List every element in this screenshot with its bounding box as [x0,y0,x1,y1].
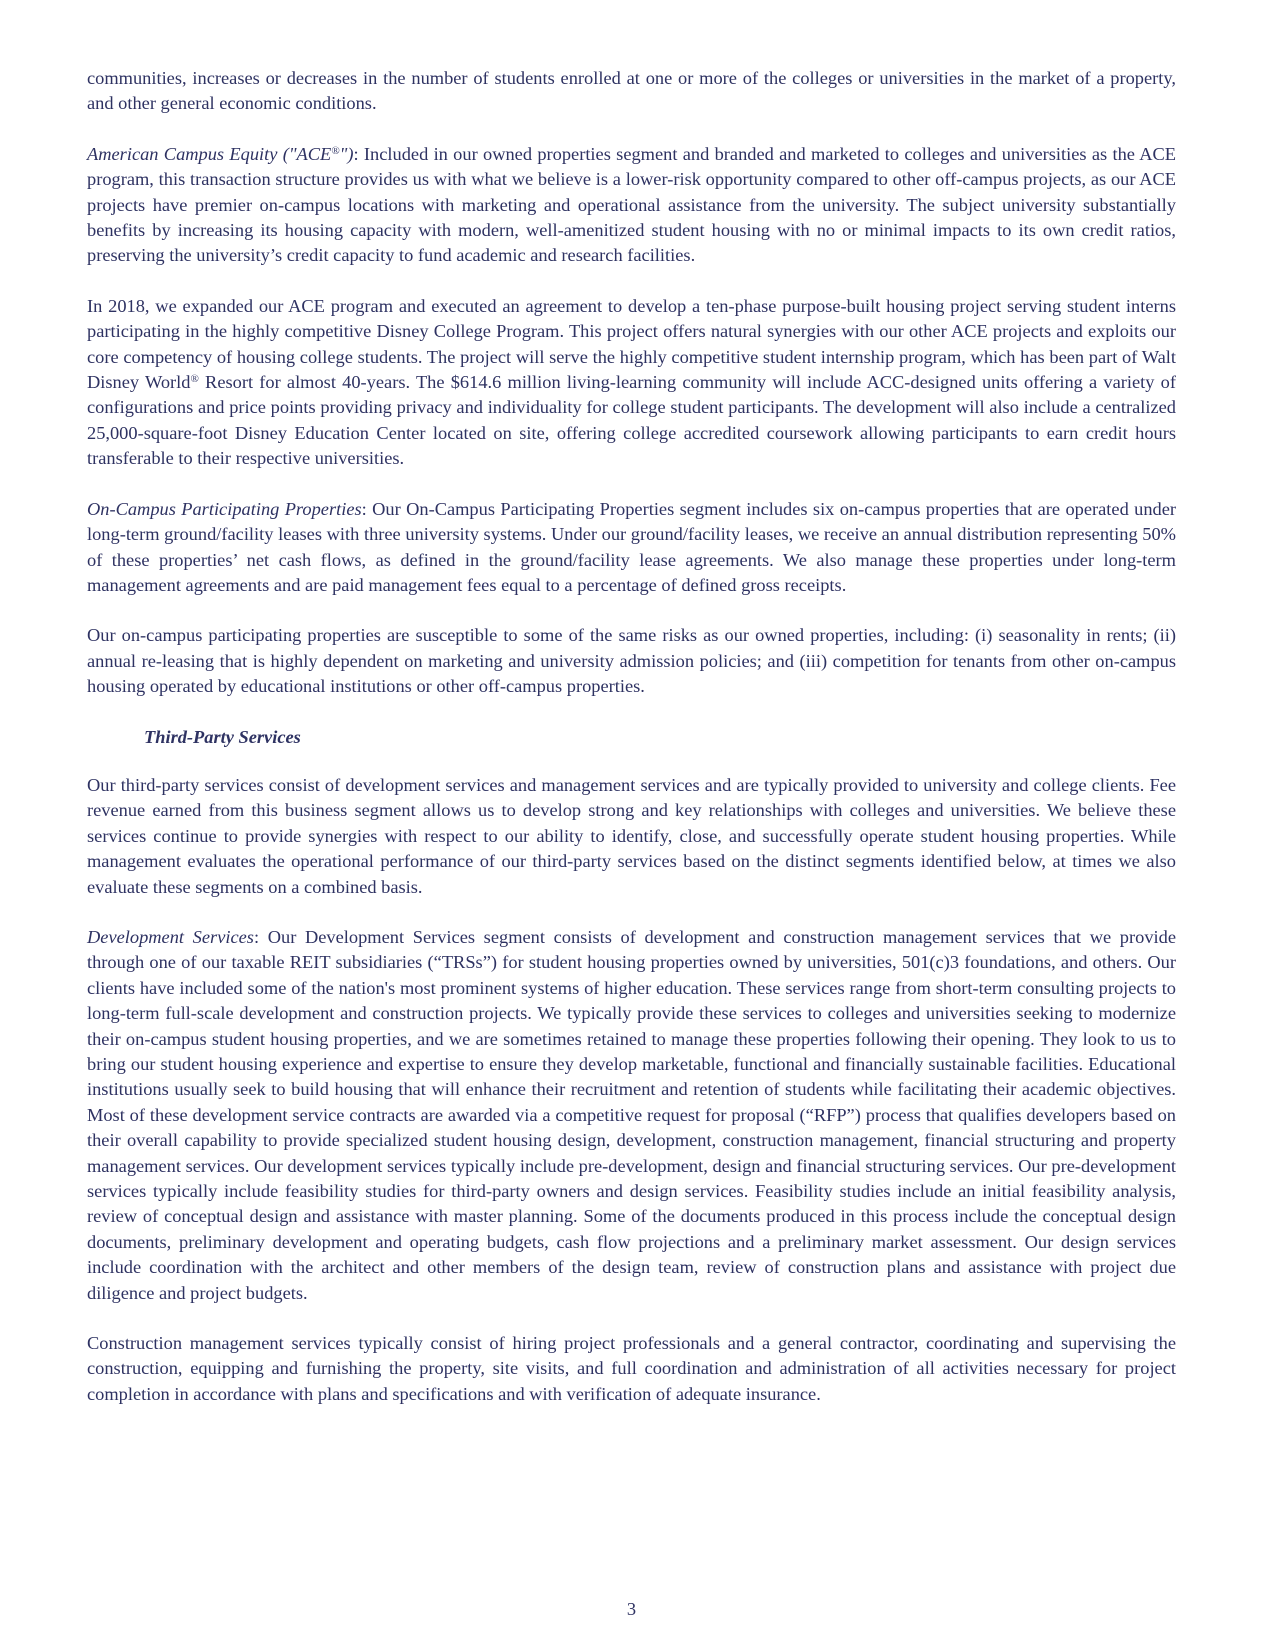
ace-lead [87,144,354,164]
paragraph-development-services [87,925,1176,1306]
disney-text-a: In 2018, we expanded our ACE program and executed an agreement to develop a ten-phase purpose-built housing project serving student interns participating in the highly competitive Disney College Program. This project offers natural synergies with our other ACE projects and exploits our core competency of housing college students. The project will serve the highly competitive student internship program, which has been part of Walt Disney World [87,295,1176,393]
document-page [87,66,1176,1432]
paragraph-disney-project [87,294,1176,472]
section-heading-third-party: Third-Party Services [144,726,301,747]
ace-lead-text: American Campus Equity ("ACE [87,143,332,164]
development-lead: Development Services [87,926,254,947]
paragraph-text: communities, increases or decreases in the number of students enrolled at one or more of the colleges or universities in the market of a property, and other general economic conditions. [87,68,1176,114]
on-campus-body: : Our On-Campus Participating Properties segment includes six on-campus properties that are operated under long-term ground/facility leases with three university systems. Under our ground/facility leases, we receive an annual distribution representing 50% of these properties’ net cash flows, as defined in the ground/facility lease agreements. We also manage these properties under long-term management agreements and are paid management fees equal to a percentage of defined gross receipts. [87,498,1176,595]
development-body: : Our Development Services segment consists of development and construction management services that we provide through one of our taxable REIT subsidiaries (“TRSs”) for student housing properties owned by universities, 501(c)3 foundations, and others. Our clients have included some of the nation's most prominent systems of higher education. These services range from short-term consulting projects to long-term full-scale development and construction projects. We typically provide these services to colleges and universities seeking to modernize their on-campus student housing properties, and we are sometimes retained to manage these properties following their opening. They look to us to bring our student housing experience and expertise to ensure they develop marketable, functional and financially sustainable facilities. Educational institutions usually seek to build housing that will enhance their recruitment and retention of students while facilitating their academic objectives. Most of these development service contracts are awarded via a competitive request for proposal (“RFP”) process that qualifies developers based on their overall capability to provide specialized student housing design, development, construction management, financial structuring and property management services. Our development services typically include pre-development, design and financial structuring services. Our pre-development services typically include feasibility studies for third-party owners and design services. Feasibility studies include an initial feasibility analysis, review of conceptual design and assistance with master planning. Some of the documents produced in this process include the conceptual design documents, preliminary development and operating budgets, cash flow projections and a preliminary market assessment. Our design services include coordination with the architect and other members of the design team, review of construction plans and assistance with project due diligence and project budgets. [87,926,1176,1303]
paragraph-ace [87,142,1176,269]
paragraph-text: Our third-party services consist of development services and management services and are typically provided to university and college clients. Fee revenue earned from this business segment allows us to develop strong and key relationships with colleges and universities. We believe these services continue to provide synergies with respect to our ability to identify, close, and successfully operate student housing properties. While management evaluates the operational performance of our third-party services based on the distinct segments identified below, at times we also evaluate these segments on a combined basis. [87,774,1176,897]
ace-body: : Included in our owned properties segment and branded and marketed to colleges and universities as the ACE program, this transaction structure provides us with what we believe is a lower-risk opportunity compared to other off-campus projects, as our ACE projects have premier on-campus locations with marketing and operational assistance from the university. The subject university substantially benefits by increasing its housing capacity with modern, well-amenitized student housing with no or minimal impacts to its own credit ratios, preserving the university’s credit capacity to fund academic and research facilities. [87,143,1176,266]
registered-mark: ® [331,144,340,157]
paragraph-continuation [87,66,1176,117]
paragraph-construction-management [87,1331,1176,1407]
paragraph-third-party-services [87,773,1176,900]
page-number: 3 [626,1599,637,1619]
paragraph-text: Construction management services typically consist of hiring project professionals and a general contractor, coordinating and supervising the construction, equipping and furnishing the property, site visits, and full coordination and administration of all activities necessary for project completion in accordance with plans and specifications and with verification of adequate insurance. [87,1333,1176,1404]
paragraph-text: Our on-campus participating properties are susceptible to some of the same risks as our owned properties, including: (i) seasonality in rents; (ii) annual re-leasing that is highly dependent on marketing and university admission policies; and (iii) competition for tenants from other on-campus housing operated by educational institutions or other off-campus properties. [87,625,1176,697]
registered-mark: ® [190,373,199,386]
ace-lead-close: ") [339,143,354,164]
paragraph-on-campus-risks [87,623,1176,699]
paragraph-on-campus-participating [87,497,1176,599]
on-campus-lead: On-Campus Participating Properties [87,498,362,519]
disney-text-b: Resort for almost 40-years. The $614.6 million living-learning community will include ACC-designed units offering a variety of configurations and price points providing privacy and individuality for college student participants. The development will also include a centralized 25,000-square-foot Disney Education Center located on site, offering college accredited coursework allowing participants to earn credit hours transferable to their respective universities. [87,372,1176,469]
